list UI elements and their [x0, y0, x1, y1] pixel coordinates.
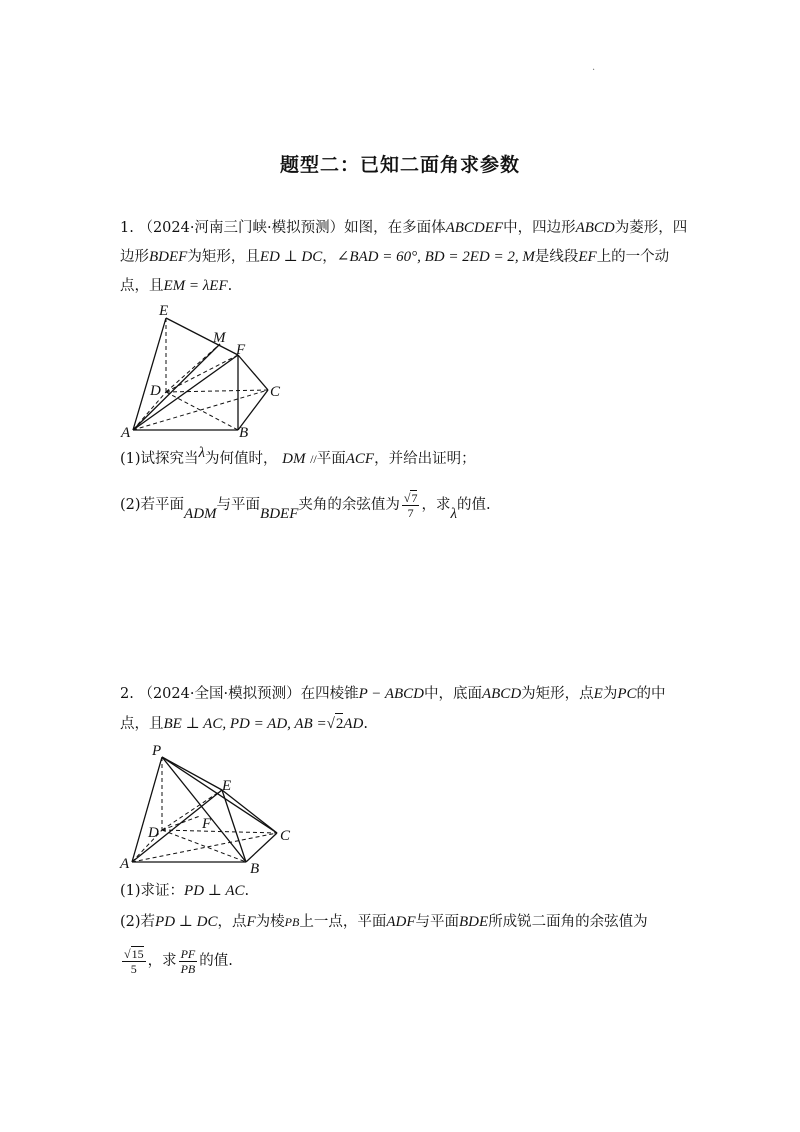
problem1-math: λ: [198, 445, 206, 461]
p1-label-C: C: [270, 384, 281, 400]
problem2-source: （2024·全国·模拟预测）: [138, 686, 301, 702]
problem1-text: 为菱形，四: [614, 220, 688, 236]
problem2-text: 上一点，平面: [299, 914, 387, 930]
problem2-math: PD ⊥ AC: [184, 883, 245, 899]
problem2-math: BDE: [459, 914, 489, 930]
problem1-text: 是线段: [534, 249, 579, 265]
problem1-text: 中，四边形: [503, 220, 576, 236]
problem1-text: .: [227, 278, 233, 294]
problem2-line2: 点，且BE ⊥ AC, PD = AD, AB =√2AD.: [120, 713, 368, 734]
p1-label-B: B: [239, 425, 249, 441]
problem2-number: 2.: [120, 686, 134, 702]
problem2-math: ADF: [386, 914, 416, 930]
problem1-math: DM: [282, 451, 306, 467]
problem2-text: .: [244, 883, 250, 899]
problem1-math: EF: [578, 249, 597, 265]
problem2-question2-cont: [120, 946, 233, 976]
p2-label-P: P: [152, 743, 162, 759]
problem1-math: ED ⊥ DC: [259, 249, 323, 265]
problem1-question1: [120, 445, 476, 469]
problem2-text: 为: [602, 686, 618, 702]
problem1-math: EM = λEF: [163, 278, 228, 294]
problem1-text: 为矩形，且: [187, 249, 260, 265]
problem1-line1: [120, 218, 687, 238]
problem2-text: ，点: [217, 914, 247, 930]
fraction-numerator: 7: [411, 491, 418, 505]
header-mark: .: [592, 62, 596, 73]
problem1-text: 的值.: [456, 497, 491, 513]
problem1-text: 为何值时，: [205, 451, 278, 467]
problem2-text: 为棱: [255, 914, 285, 930]
page-title: 题型二：已知二面角求参数: [279, 154, 520, 176]
fraction-denominator: 7: [407, 506, 414, 520]
problem2-text: ，求: [147, 953, 177, 969]
problem1-math: ABCDEF: [445, 220, 504, 236]
p1-label-A: A: [121, 425, 131, 441]
problem2-math: F: [246, 914, 256, 930]
problem1-text: 夹角的余弦值为: [298, 497, 400, 513]
problem2-question1: [120, 881, 249, 901]
problem1-math: ADM: [184, 506, 217, 522]
problem2-math: 2: [335, 713, 344, 734]
problem2-text: 的值.: [199, 953, 233, 969]
problem1-text: (2)若平面: [120, 497, 185, 513]
problem2-text: 点，且: [120, 716, 164, 732]
problem2-math: PB: [284, 915, 300, 929]
problem1-text: ，并给出证明；: [374, 451, 476, 467]
problem1-math: BDEF: [149, 249, 188, 265]
problem1-math: ABCD: [575, 220, 615, 236]
problem1-math: ∠BAD = 60°, BD = 2ED = 2, M: [336, 249, 535, 265]
problem1-text: 平面: [316, 451, 346, 467]
p2-label-F: F: [202, 816, 212, 832]
problem2-text: 所成锐二面角的余弦值为: [488, 914, 648, 930]
fraction-numerator: 15: [131, 947, 144, 961]
problem2-text: 中，底面: [423, 686, 482, 702]
problem2-text: (2)若: [120, 914, 156, 930]
problem2-text: 在四棱锥: [300, 686, 359, 702]
p2-label-E: E: [222, 778, 232, 794]
problem2-text: .: [363, 716, 368, 732]
ratio-fraction: [179, 947, 198, 976]
problem1-text: 与平面: [216, 497, 261, 513]
problem1-math: //: [310, 452, 317, 466]
problem2-text: (1)求证：: [120, 883, 185, 899]
p2-label-D: D: [148, 825, 159, 841]
problem1-math: BDEF: [260, 506, 299, 522]
problem1-text: ，求: [421, 497, 451, 513]
problem2-math: PC: [617, 686, 637, 702]
p1-label-M: M: [213, 330, 226, 346]
problem2-math: AD: [343, 716, 364, 732]
problem1-text: 上的一个动: [596, 249, 670, 265]
problem2-text: 为矩形，点: [521, 686, 594, 702]
problem1-text: 边形: [120, 249, 149, 265]
problem1-math: λ: [450, 506, 457, 522]
p1-label-D: D: [150, 383, 161, 399]
problem1-math: ACF: [345, 451, 375, 467]
problem2-math: PD ⊥ DC: [155, 914, 218, 930]
problem2-math: P − ABCD: [358, 686, 424, 702]
problem2-question2: [120, 912, 648, 932]
fraction-numerator: PF: [180, 946, 196, 961]
cosine-fraction: $\frac{√7}{7}$: [403, 491, 418, 520]
p2-label-A: A: [120, 856, 130, 872]
problem1-line2: [120, 247, 669, 267]
problem1-number: 1.: [120, 220, 134, 236]
p1-label-E: E: [159, 303, 169, 319]
problem1-line3: [120, 276, 232, 296]
problem2-math: BE ⊥ AC, PD = AD, AB =: [163, 716, 327, 732]
problem2-line1: [120, 684, 666, 704]
problem2-text: 与平面: [415, 914, 460, 930]
cosine-fraction: $\frac{√15}{5}$: [124, 947, 144, 976]
p1-label-F: F: [236, 342, 246, 358]
fraction-denominator: PB: [180, 961, 196, 976]
problem2-math: E: [593, 686, 603, 702]
problem1-source: （2024·河南三门峡·模拟预测）: [138, 220, 345, 236]
problem1-text: 如图，在多面体: [344, 220, 446, 236]
problem1-text: 点，且: [120, 278, 164, 294]
fraction-denominator: 5: [130, 962, 137, 976]
problem2-text: 的中: [636, 686, 666, 702]
problem2-math: ABCD: [481, 686, 522, 702]
p2-label-C: C: [280, 828, 291, 844]
problem1-text: ，: [322, 249, 337, 265]
p2-label-B: B: [250, 861, 260, 877]
problem1-question2: [120, 490, 491, 520]
problem1-text: (1)试探究当: [120, 451, 199, 467]
